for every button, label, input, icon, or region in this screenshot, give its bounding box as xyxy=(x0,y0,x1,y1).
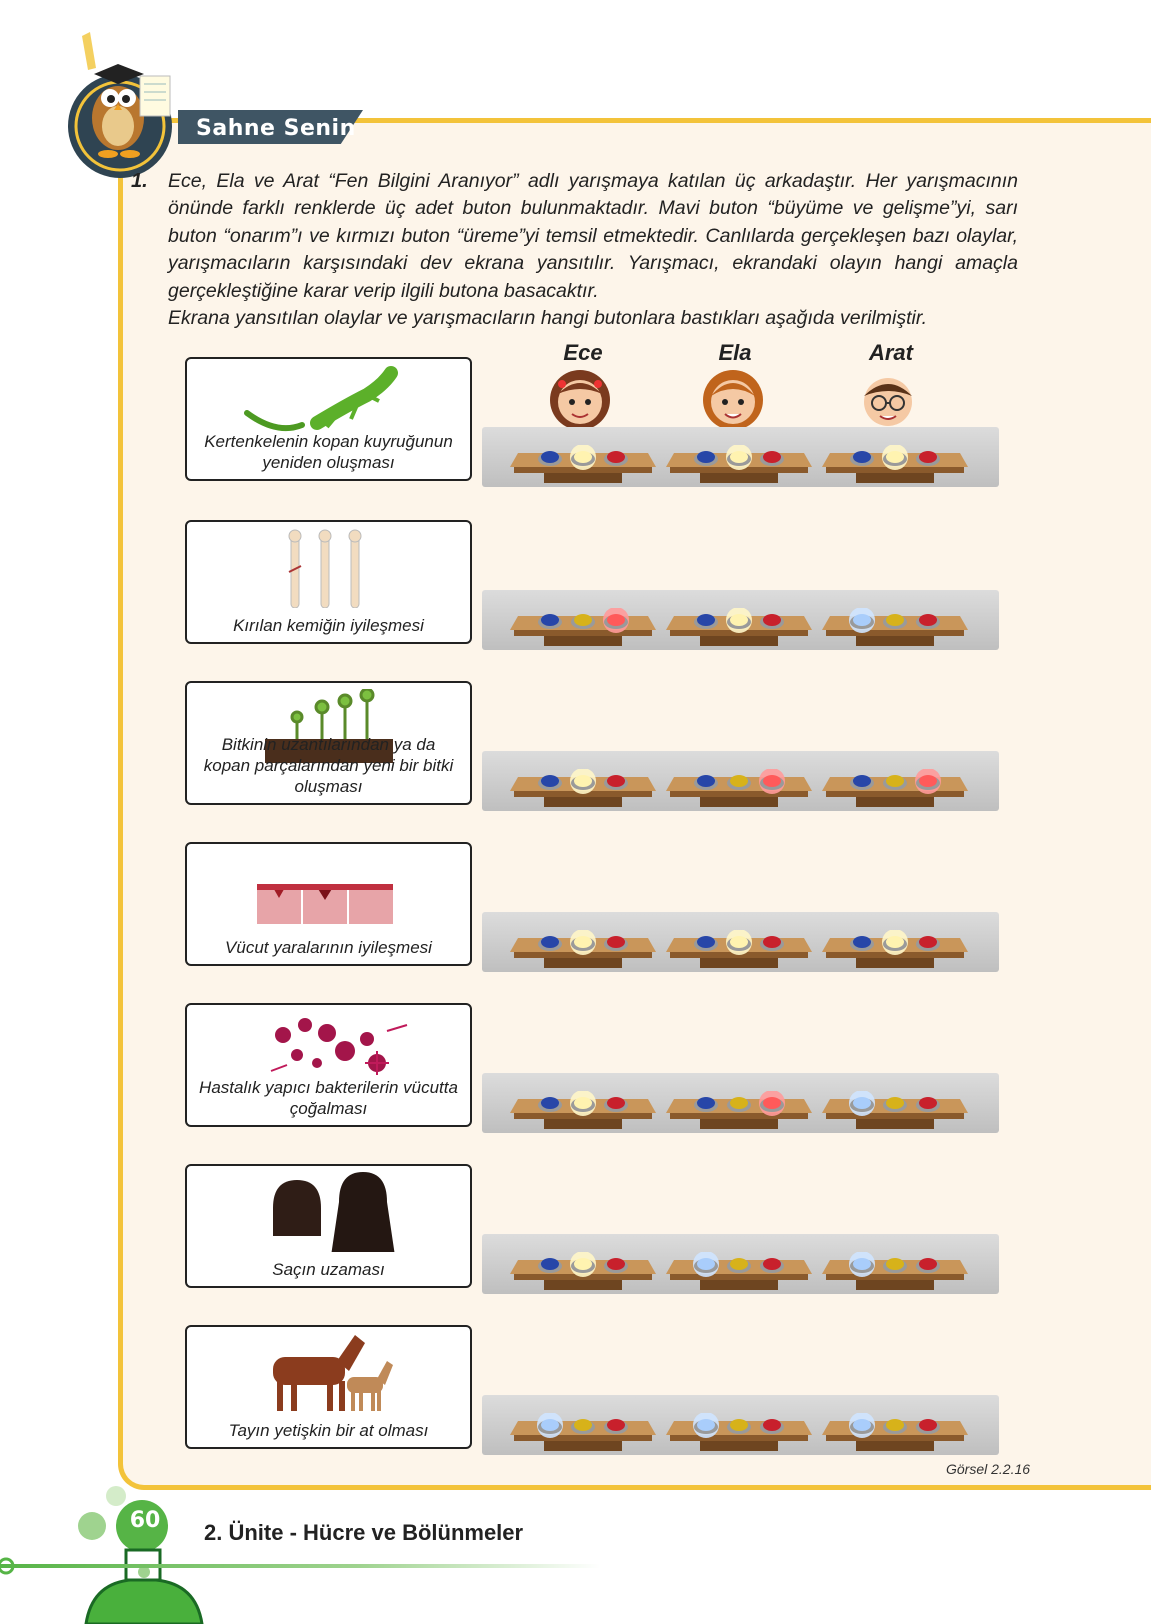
event-card-lizard xyxy=(185,357,472,481)
desk-arat xyxy=(822,1413,968,1463)
bone-icon xyxy=(187,528,470,608)
red-button[interactable] xyxy=(915,769,941,794)
hair-icon xyxy=(187,1172,470,1252)
desk-ela xyxy=(666,930,812,980)
red-button[interactable] xyxy=(759,769,785,794)
blue-button[interactable] xyxy=(849,1413,875,1438)
event-card-bacteria xyxy=(185,1003,472,1127)
yellow-button[interactable] xyxy=(570,930,596,955)
event-card-bone xyxy=(185,520,472,644)
event-card-wound xyxy=(185,842,472,966)
desk-ece xyxy=(510,769,656,819)
horse-icon xyxy=(187,1333,470,1413)
owl-mascot-icon xyxy=(60,28,190,178)
event-label: Bitkinin uzantılarından ya da kopan parçalarından yeni bir bitki oluşması xyxy=(203,735,454,796)
question-paragraph: Ece, Ela ve Arat “Fen Bilgini Aranıyor” adlı yarışmaya katılan üç arkadaştır. Her yarışmacının önünde farklı renklerde üç adet buton bulunmaktadır. Mavi buton “büyüme ve gelişme”yi, sarı buton “onarım”ı ve kırmızı buton “üreme”yi temsil etmektedir. Canlılarda gerçekleşen bazı olaylar, yarışmacıların karşısındaki dev ekrana yansıtılır. Yarışmacı, ekrandaki olayın hangi amaçla gerçekleştiğine karar verip ilgili butona basacaktır. xyxy=(168,170,1018,302)
yellow-button[interactable] xyxy=(570,769,596,794)
section-banner-title: Sahne Senin xyxy=(196,116,356,141)
figure-caption: Görsel 2.2.16 xyxy=(946,1461,1031,1477)
desk-ela xyxy=(666,769,812,819)
desk-ece xyxy=(510,445,656,495)
desk-arat xyxy=(822,930,968,980)
yellow-button[interactable] xyxy=(570,445,596,470)
blue-button[interactable] xyxy=(849,608,875,633)
question-text xyxy=(168,168,1018,332)
question-number: 1. xyxy=(131,170,148,192)
desk-ece xyxy=(510,608,656,658)
desk-arat xyxy=(822,445,968,495)
event-card-hair xyxy=(185,1164,472,1288)
yellow-button[interactable] xyxy=(726,930,752,955)
page-number: 60 xyxy=(129,1508,161,1533)
arat-avatar-icon xyxy=(848,366,928,434)
red-button[interactable] xyxy=(603,608,629,633)
flask-icon xyxy=(0,1480,220,1624)
blue-button[interactable] xyxy=(693,1252,719,1277)
blue-button[interactable] xyxy=(537,1413,563,1438)
question-paragraph: Ekrana yansıtılan olaylar ve yarışmacıların hangi butonlara bastıkları aşağıda verilmiştir. xyxy=(168,307,928,330)
desk-ece xyxy=(510,930,656,980)
desk-arat xyxy=(822,769,968,819)
event-label: Hastalık yapıcı bakterilerin vücutta çoğalması xyxy=(199,1078,458,1118)
desk-ece xyxy=(510,1252,656,1302)
blue-button[interactable] xyxy=(849,1252,875,1277)
yellow-button[interactable] xyxy=(726,445,752,470)
contestant-name-ece: Ece xyxy=(563,340,603,365)
desk-ela xyxy=(666,1413,812,1463)
desk-ela xyxy=(666,445,812,495)
event-label: Vücut yaralarının iyileşmesi xyxy=(225,938,432,957)
yellow-button[interactable] xyxy=(882,930,908,955)
yellow-button[interactable] xyxy=(570,1252,596,1277)
desk-ela xyxy=(666,1252,812,1302)
event-label: Kırılan kemiğin iyileşmesi xyxy=(233,616,424,635)
desk-arat xyxy=(822,1252,968,1302)
event-label: Tayın yetişkin bir at olması xyxy=(228,1421,429,1440)
desk-arat xyxy=(822,608,968,658)
desk-ece xyxy=(510,1413,656,1463)
desk-arat xyxy=(822,1091,968,1141)
yellow-button[interactable] xyxy=(726,608,752,633)
event-card-horse xyxy=(185,1325,472,1449)
desk-ece xyxy=(510,1091,656,1141)
event-label: Kertenkelenin kopan kuyruğunun yeniden oluşması xyxy=(204,432,453,472)
contestant-name-arat: Arat xyxy=(868,340,913,365)
event-label: Saçın uzaması xyxy=(272,1260,385,1279)
contestant-name-ela: Ela xyxy=(718,340,752,365)
desk-ela xyxy=(666,1091,812,1141)
yellow-button[interactable] xyxy=(882,445,908,470)
yellow-button[interactable] xyxy=(570,1091,596,1116)
red-button[interactable] xyxy=(759,1091,785,1116)
footer-line xyxy=(0,1564,600,1568)
skin-wound-icon xyxy=(187,850,470,930)
ela-avatar-icon xyxy=(693,366,773,434)
ece-avatar-icon xyxy=(540,366,620,434)
blue-button[interactable] xyxy=(849,1091,875,1116)
unit-title: 2. Ünite - Hücre ve Bölünmeler xyxy=(204,1520,524,1545)
desk-ela xyxy=(666,608,812,658)
event-card-plant xyxy=(185,681,472,805)
blue-button[interactable] xyxy=(693,1413,719,1438)
